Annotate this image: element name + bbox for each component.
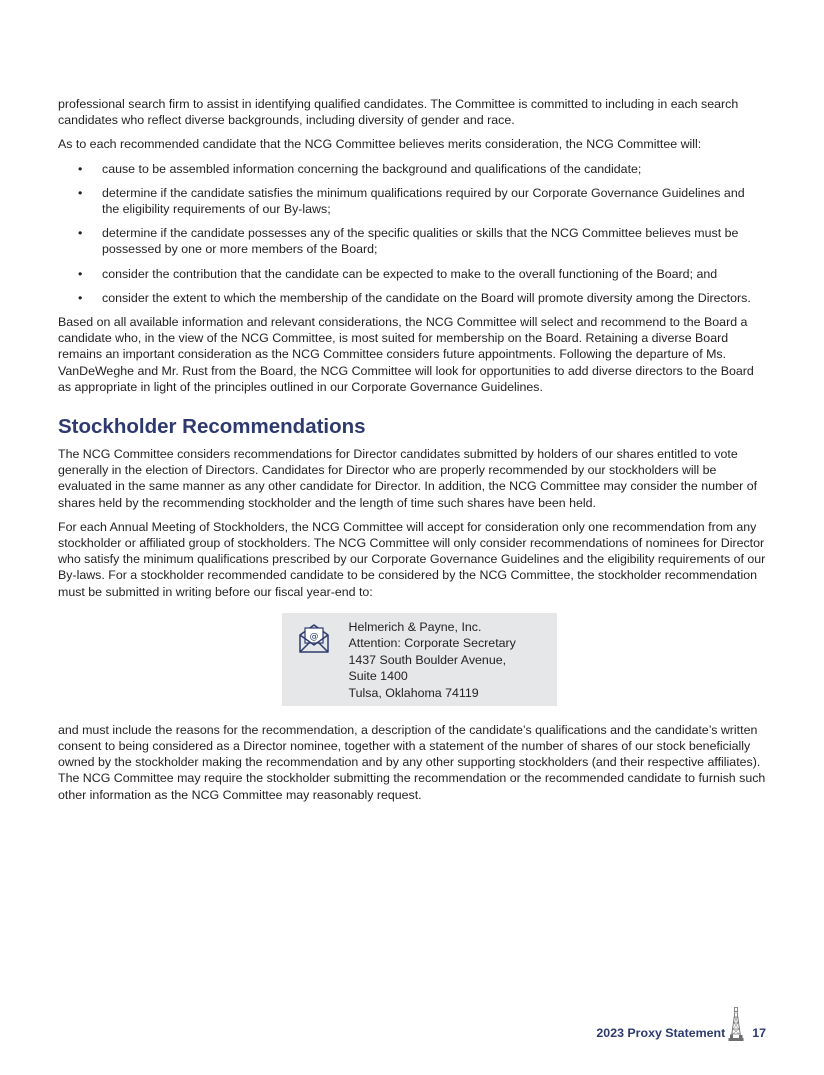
paragraph-stockholder-recommendations: The NCG Committee considers recommendations for Director candidates submitted by holders of our shares entitled to vote generally in the election of Directors. Candidates for Director who are properly recommended by our stockholders will be evaluated in the same manner as any other candidate for Director. In addition, the NCG Committee may consider the number of shares held by the recommending stockholder and the length of time such shares have been held.: [58, 447, 758, 510]
paragraph-annual-meeting: For each Annual Meeting of Stockholders, the NCG Committee will accept for consideration only one recommendation from any stockholder or affiliated group of stockholders. The NCG Committee will only consider recommendations of nominees for Director who satisfy the minimum qualifications prescribed by our Corporate Governance Guidelines and the eligibility requirements of our By-laws. For a stockholder recommended candidate to be considered by the NCG Committee, the stockholder recommendation must be submitted in writing before our fiscal year-end to:: [58, 519, 766, 599]
derrick-logo-icon: [728, 1007, 744, 1043]
address-box: [282, 613, 557, 706]
footer-title: 2023 Proxy Statement: [596, 1026, 726, 1040]
paragraph-candidate-intro: As to each recommended candidate that the NCG Committee believes merits consideration, the NCG Committee will:: [58, 137, 702, 152]
list-item: • cause to be assembled information concerning the background and qualifications of the candidate;: [78, 161, 642, 176]
paragraph-search-firm: professional search firm to assist in identifying qualified candidates. The Committee is committed to including in each search candidates who reflect diverse backgrounds, including diversity of gender and race.: [58, 97, 739, 128]
list-item: • consider the extent to which the membership of the candidate on the Board will promote diversity among the Directors.: [78, 290, 751, 305]
address-line: 1437 South Boulder Avenue,: [348, 652, 507, 667]
svg-text:@: @: [309, 631, 318, 642]
address-line: Attention: Corporate Secretary: [348, 636, 516, 651]
address-line: Suite 1400: [348, 669, 408, 684]
page-number: 17: [752, 1026, 766, 1040]
address-line: Tulsa, Oklahoma 74119: [348, 685, 479, 700]
section-heading: Stockholder Recommendations: [58, 415, 366, 439]
paragraph-submission-requirements: and must include the reasons for the recommendation, a description of the candidate’s qualifications and the candidate’s written consent to being considered as a Director nominee, together with a statement of the number of shares of our stock beneficially owned by the stockholder making the recommendation and by any other supporting stockholders (and their respective affiliates). The NCG Committee may require the stockholder submitting the recommendation or the recommended candidate to furnish such other information as the NCG Committee may reasonably request.: [58, 722, 766, 802]
list-item: • determine if the candidate possesses any of the specific qualities or skills that the NCG Committee believes must be possessed by one or more members of the Board;: [78, 226, 739, 257]
page-content: [58, 96, 766, 811]
candidate-criteria-list: [58, 161, 766, 306]
list-item: • determine if the candidate satisfies the minimum qualifications required by our Corporate Governance Guidelines and the eligibility requirements of our By-laws;: [78, 185, 745, 217]
list-item: • consider the contribution that the candidate can be expected to make to the overall functioning of the Board; and: [78, 266, 718, 281]
email-envelope-icon: [298, 622, 330, 654]
address-line: Helmerich & Payne, Inc.: [348, 619, 482, 634]
mailing-address: [349, 619, 516, 702]
paragraph-selection: Based on all available information and relevant considerations, the NCG Committee will select and recommend to the Board a candidate who, in the view of the NCG Committee, is most suited for membership on the Board. Retaining a diverse Board remains an important consideration as the NCG Committee considers future appointments. Following the departure of Ms. VanDeWeghe and Mr. Rust from the Board, the NCG Committee will look for opportunities to add diverse directors to the Board as appropriate in light of the principles outlined in our Corporate Governance Guidelines.: [58, 315, 754, 394]
page-footer: [596, 1003, 766, 1043]
